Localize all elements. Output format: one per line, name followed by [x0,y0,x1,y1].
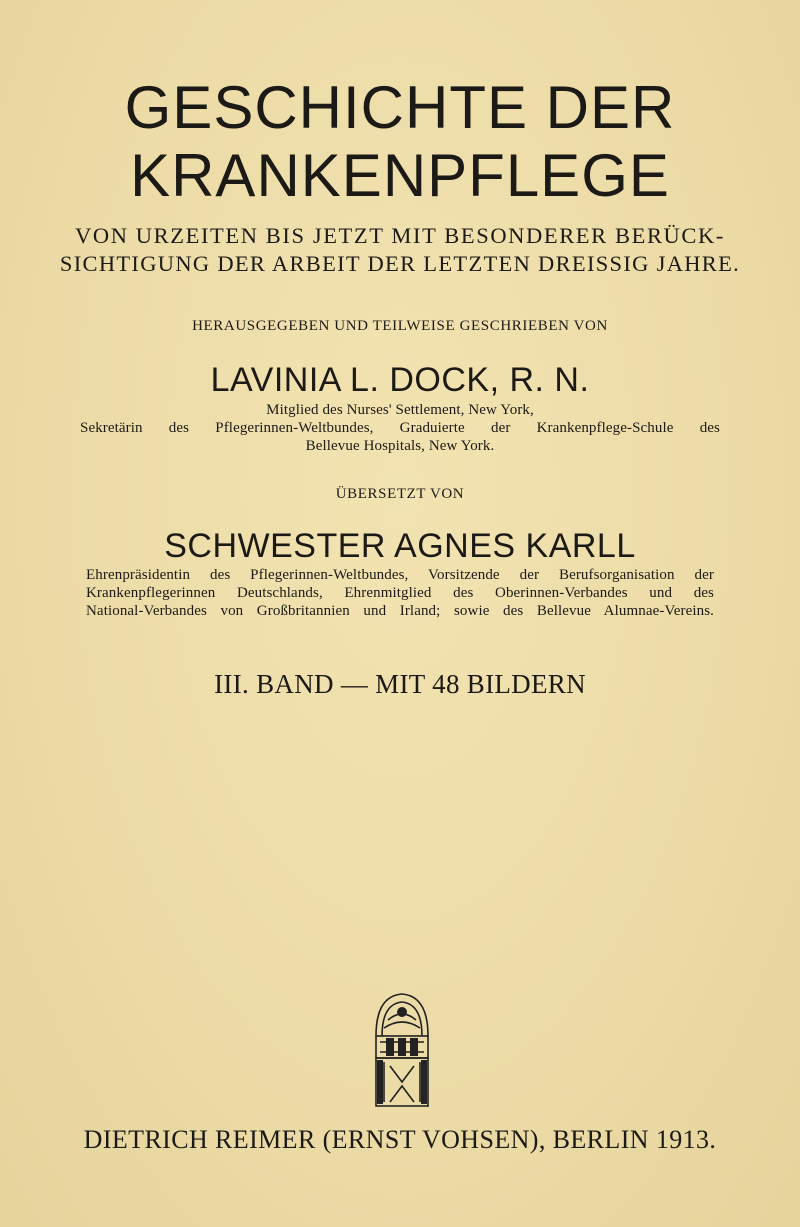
editor-intro: HERAUSGEGEBEN UND TEILWEISE GESCHRIEBEN VON [192,318,608,334]
author-name: LAVINIA L. DOCK, R. N. [210,361,590,399]
translator-name: SCHWESTER AGNES KARLL [164,527,636,565]
author-desc-line-1: Mitglied des Nurses' Settlement, New York, [266,402,534,418]
translator-intro: ÜBERSETZT VON [335,486,465,502]
subtitle-line-1: VON URZEITEN BIS JETZT MIT BESONDERER BERÜCK- [75,223,725,248]
translator-desc-line-1: Ehrenpräsidentin des Pflegerinnen-Weltbundes, Vorsitzende der Berufsorganisation der [86,567,714,583]
author-desc-line-2: Sekretärin des Pflegerinnen-Weltbundes, Graduierte der Krankenpflege-Schule des [80,420,720,436]
publisher-line: DIETRICH REIMER (ERNST VOHSEN), BERLIN 1913. [83,1125,717,1154]
author-desc-line-3: Bellevue Hospitals, New York. [305,438,495,454]
translator-desc-line-2: Krankenpflegerinnen Deutschlands, Ehrenmitglied des Oberinnen-Verbandes und des [86,585,714,601]
volume-line: III. BAND — MIT 48 BILDERN [214,669,586,699]
translator-desc-line-3: National-Verbandes von Großbritannien und Irland; sowie des Bellevue Alumnae-Vereins. [86,603,714,619]
publisher-emblem-icon [370,990,434,1110]
title-line-1: GESCHICHTE DER [124,74,676,141]
subtitle-line-2: SICHTIGUNG DER ARBEIT DER LETZTEN DREISSIG JAHRE. [59,251,741,276]
title-line-2: KRANKENPFLEGE [130,142,670,209]
